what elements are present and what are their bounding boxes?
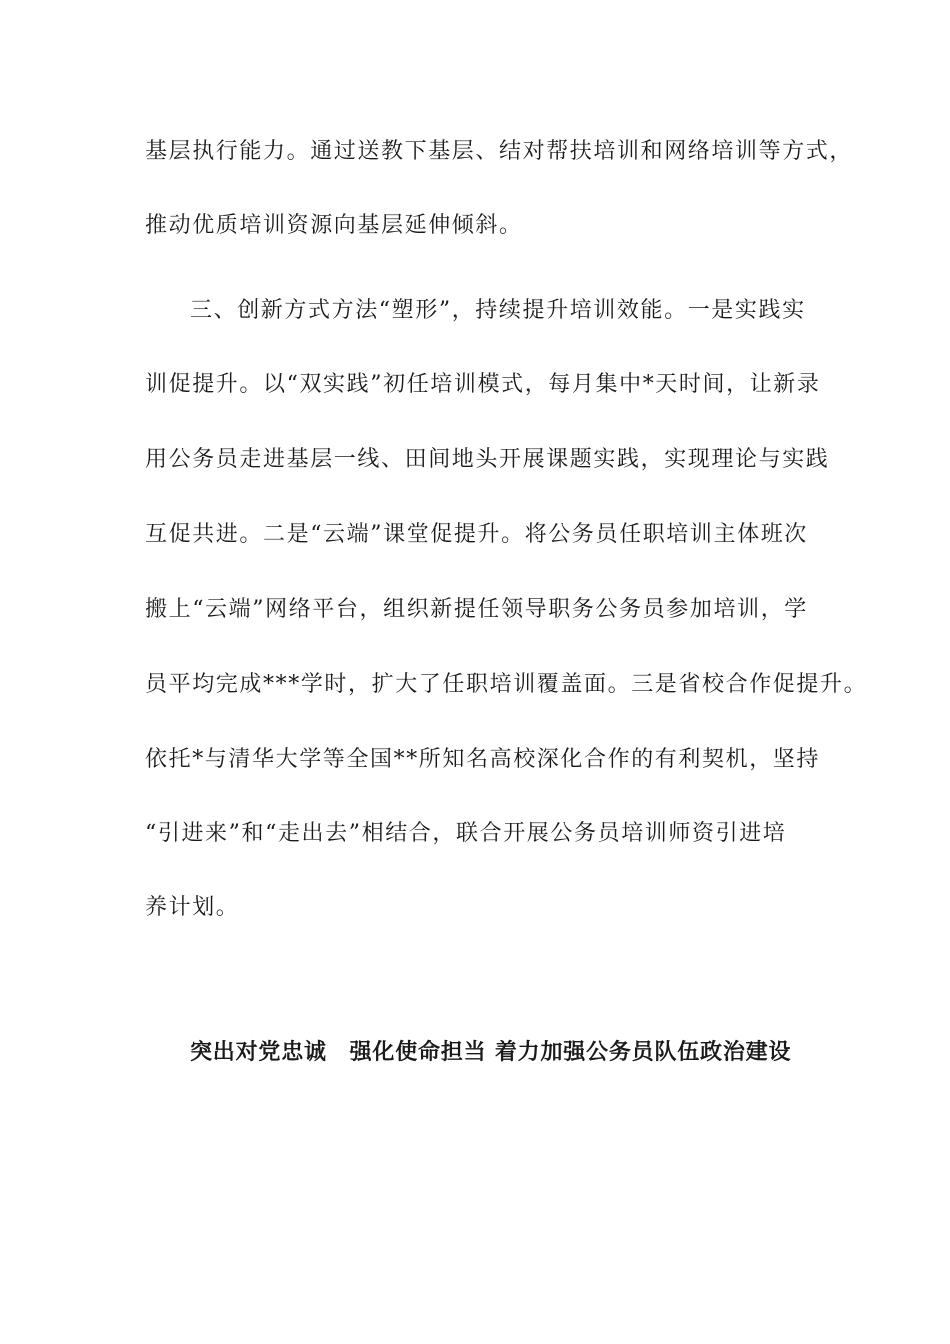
paragraph-2-line-1: 三、创新方式方法“塑形”，持续提升培训效能。一是实践实 bbox=[190, 298, 806, 323]
paragraph-2-line-2: 训促提升。以“双实践”初任培训模式，每月集中*天时间，让新录 bbox=[145, 372, 821, 397]
paragraph-1-line-2: 推动优质培训资源向基层延伸倾斜。 bbox=[145, 213, 523, 238]
paragraph-2-line-6: 员平均完成***学时，扩大了任职培训覆盖面。三是省校合作促提升。 bbox=[145, 672, 868, 697]
paragraph-2-line-8: “引进来”和“走出去”相结合，联合开展公务员培训师资引进培 bbox=[145, 821, 787, 846]
paragraph-2-line-7: 依托*与清华大学等全国**所知名高校深化合作的有利契机，坚持 bbox=[145, 747, 821, 772]
paragraph-2-line-3: 用公务员走进基层一线、田间地头开展课题实践，实现理论与实践 bbox=[145, 447, 830, 472]
paragraph-1-line-1: 基层执行能力。通过送教下基层、结对帮扶培训和网络培训等方式， bbox=[145, 139, 854, 164]
paragraph-2-line-9: 养计划。 bbox=[145, 895, 240, 920]
paragraph-2-line-4: 互促共进。二是“云端”课堂促提升。将公务员任职培训主体班次 bbox=[145, 522, 808, 547]
paragraph-2-line-5: 搬上“云端”网络平台，组织新提任领导职务公务员参加培训，学 bbox=[145, 597, 808, 622]
section-heading: 突出对党忠诚 强化使命担当 着力加强公务员队伍政治建设 bbox=[190, 1040, 792, 1065]
